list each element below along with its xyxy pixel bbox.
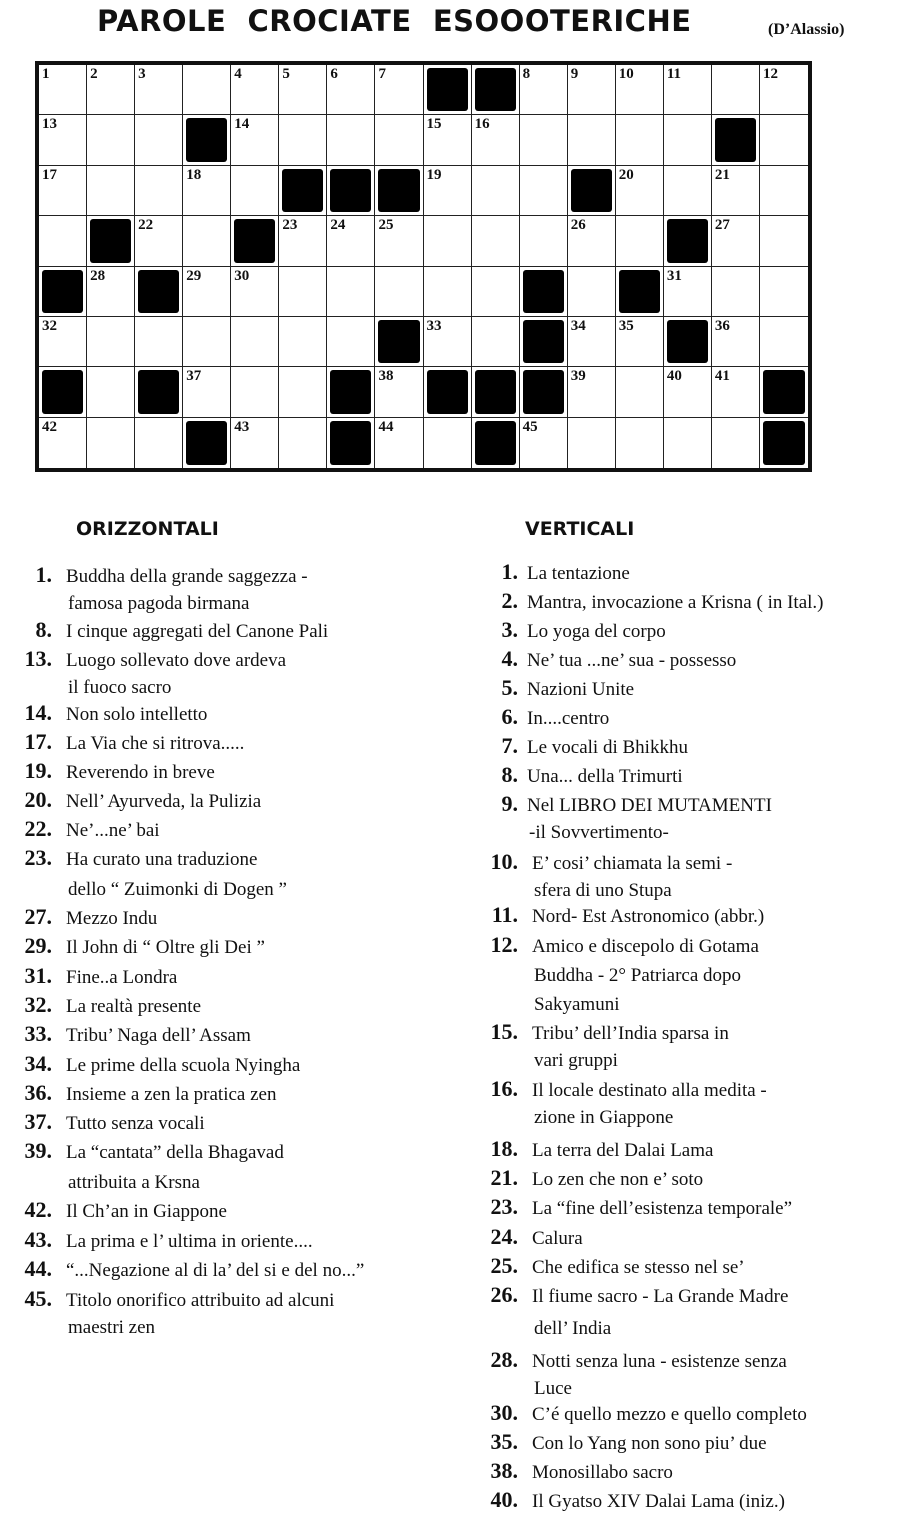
cell-number: 39 (570, 368, 586, 385)
grid-cell[interactable] (568, 65, 616, 115)
cell-number: 45 (522, 418, 538, 435)
clue-number: 34. (24, 1051, 52, 1076)
grid-cell[interactable] (231, 166, 279, 216)
grid-cell[interactable] (712, 367, 760, 417)
cell-number: 21 (714, 166, 730, 183)
clue-text: Tribu’ dell’India sparsa in (532, 1023, 729, 1044)
clue-text: Il John di “ Oltre gli Dei ” (66, 937, 265, 958)
grid-cell[interactable] (568, 367, 616, 417)
clue-number: 21. (490, 1165, 518, 1190)
grid-cell[interactable] (327, 267, 375, 317)
grid-cell[interactable] (279, 367, 327, 417)
clue-text: I cinque aggregati del Canone Pali (66, 621, 329, 642)
clue-number: 15. (490, 1019, 518, 1044)
grid-cell[interactable] (231, 418, 279, 468)
clue-number: 23. (490, 1194, 518, 1219)
clue-text: La tentazione (527, 563, 630, 584)
grid-cell[interactable] (327, 216, 375, 266)
clue-text: Lo zen che non e’ soto (532, 1169, 704, 1190)
clue-number: 19. (24, 758, 52, 783)
clue-text: Reverendo in breve (66, 762, 215, 783)
clue-text: Con lo Yang non sono piu’ due (532, 1433, 767, 1454)
clue-number: 23. (24, 845, 52, 870)
grid-cell-black (39, 267, 87, 317)
grid-cell[interactable] (327, 65, 375, 115)
clue-text: Fine..a Londra (66, 967, 178, 988)
grid-cell-black (375, 166, 423, 216)
cell-number: 32 (42, 317, 57, 334)
cell-number: 17 (42, 166, 57, 183)
grid-cell[interactable] (616, 115, 664, 165)
grid-cell-black (327, 367, 375, 417)
grid-cell-black (472, 367, 520, 417)
clue-number: 13. (24, 646, 52, 671)
grid-cell-black (664, 317, 712, 367)
grid-cell-black (712, 115, 760, 165)
grid-cell[interactable] (616, 65, 664, 115)
cell-number: 23 (282, 217, 298, 234)
grid-cell[interactable] (664, 166, 712, 216)
grid-cell[interactable] (231, 317, 279, 367)
clue-text: La Via che si ritrova..... (66, 733, 245, 754)
grid-cell-black (327, 166, 375, 216)
cell-number: 30 (234, 267, 250, 284)
clue-text: Nazioni Unite (527, 679, 635, 700)
grid-cell[interactable] (375, 216, 423, 266)
clue-text: Le vocali di Bhikkhu (527, 737, 688, 758)
grid-cell-black (760, 367, 808, 417)
clue-text: Ha curato una traduzione (66, 849, 258, 870)
clue-text: Luogo sollevato dove ardeva (66, 650, 287, 671)
grid-cell[interactable] (279, 418, 327, 468)
clue-number: 3. (501, 617, 518, 642)
grid-cell[interactable] (375, 418, 423, 468)
cell-number: 5 (282, 66, 290, 82)
cell-number: 12 (762, 66, 778, 82)
clue-text: “...Negazione al di la’ del si e del no...” (66, 1260, 365, 1281)
grid-cell[interactable] (520, 216, 568, 266)
grid-cell[interactable] (424, 418, 472, 468)
clue-text: Che edifica se stesso nel se’ (532, 1257, 745, 1278)
cell-number: 27 (714, 217, 730, 234)
cell-number: 22 (138, 217, 154, 234)
grid-cell[interactable] (231, 65, 279, 115)
clue-number: 6. (501, 704, 518, 729)
grid-cell-black (520, 367, 568, 417)
clue-text: Nord- Est Astronomico (abbr.) (532, 906, 765, 927)
clue-number: 37. (24, 1109, 52, 1134)
grid-cell[interactable] (375, 367, 423, 417)
cell-number: 33 (426, 317, 442, 334)
cell-number: 43 (234, 418, 250, 435)
clue-number: 45. (24, 1286, 52, 1311)
grid-cell[interactable] (375, 115, 423, 165)
cell-number: 35 (618, 317, 634, 334)
grid-cell-black (520, 317, 568, 367)
grid-cell[interactable] (760, 317, 808, 367)
cell-number: 8 (522, 66, 531, 82)
grid-cell-black (616, 267, 664, 317)
clue-text: Nell’ Ayurveda, la Pulizia (66, 791, 262, 812)
cell-number: 38 (378, 368, 394, 385)
cell-number: 26 (570, 217, 586, 234)
clue-number: 32. (24, 992, 52, 1017)
clue-number: 43. (24, 1227, 52, 1252)
clue-number: 42. (24, 1197, 52, 1222)
grid-cell[interactable] (760, 115, 808, 165)
clue-text: C’é quello mezzo e quello completo (532, 1404, 807, 1425)
grid-cell[interactable] (183, 216, 231, 266)
clue-number: 5. (501, 675, 518, 700)
grid-cell[interactable] (712, 166, 760, 216)
grid-cell[interactable] (712, 317, 760, 367)
cell-number: 31 (666, 267, 682, 284)
clue-number: 1. (35, 562, 52, 587)
clue-number: 11. (491, 902, 518, 927)
grid-cell[interactable] (616, 317, 664, 367)
clue-text: dell’ India (534, 1318, 612, 1339)
puzzle-author: (D’Alassio) (768, 21, 845, 38)
clue-number: 25. (490, 1253, 518, 1278)
clue-number: 36. (24, 1080, 52, 1105)
clue-number: 20. (24, 787, 52, 812)
grid-cell[interactable] (424, 317, 472, 367)
clue-text: Una... della Trimurti (527, 766, 683, 787)
clue-text: Il locale destinato alla medita - (532, 1080, 767, 1101)
grid-cell[interactable] (616, 216, 664, 266)
grid-cell[interactable] (39, 317, 87, 367)
clue-number: 22. (24, 816, 52, 841)
clue-text: Il Ch’an in Giappone (66, 1201, 227, 1222)
clue-text: Nel LIBRO DEI MUTAMENTI (527, 795, 772, 816)
cell-number: 15 (426, 116, 442, 133)
grid-cell-black (279, 166, 327, 216)
cell-number: 2 (90, 66, 98, 82)
grid-cell[interactable] (568, 317, 616, 367)
clue-text: vari gruppi (534, 1050, 618, 1071)
grid-cell[interactable] (279, 267, 327, 317)
cell-number: 25 (378, 217, 394, 234)
clue-text: Notti senza luna - esistenze senza (532, 1351, 787, 1372)
clue-text: famosa pagoda birmana (68, 593, 250, 614)
grid-cell[interactable] (616, 166, 664, 216)
clue-text: attribuita a Krsna (68, 1172, 200, 1193)
clue-number: 27. (24, 904, 52, 929)
grid-cell[interactable] (135, 216, 183, 266)
cell-number: 40 (666, 368, 682, 385)
grid-cell-black (183, 418, 231, 468)
clue-text: dello “ Zuimonki di Dogen ” (68, 879, 287, 900)
clue-number: 38. (490, 1458, 518, 1483)
cell-number: 16 (474, 116, 490, 133)
grid-cell[interactable] (520, 418, 568, 468)
clue-number: 30. (490, 1400, 518, 1425)
grid-cell[interactable] (424, 115, 472, 165)
clue-number: 4. (501, 646, 518, 671)
grid-cell[interactable] (568, 115, 616, 165)
grid-cell[interactable] (616, 418, 664, 468)
clue-text: Buddha - 2° Patriarca dopo (534, 965, 742, 986)
clue-text: Tribu’ Naga dell’ Assam (66, 1025, 251, 1046)
clue-number: 44. (24, 1256, 52, 1281)
clue-number: 24. (490, 1224, 518, 1249)
clue-text: La “cantata” della Bhagavad (66, 1142, 284, 1163)
grid-cell[interactable] (520, 115, 568, 165)
grid-cell[interactable] (279, 65, 327, 115)
grid-cell[interactable] (375, 65, 423, 115)
grid-cell[interactable] (568, 216, 616, 266)
clue-text: Calura (532, 1228, 583, 1249)
grid-cell[interactable] (327, 317, 375, 367)
grid-cell[interactable] (664, 418, 712, 468)
cell-number: 10 (618, 66, 634, 82)
clue-number: 14. (24, 700, 52, 725)
grid-cell[interactable] (135, 65, 183, 115)
clue-text: La terra del Dalai Lama (532, 1140, 714, 1161)
clue-text: La “fine dell’esistenza temporale” (532, 1198, 793, 1219)
clue-text: Monosillabo sacro (532, 1462, 673, 1483)
grid-cell[interactable] (39, 418, 87, 468)
clue-number: 1. (501, 559, 518, 584)
grid-cell[interactable] (520, 65, 568, 115)
clue-number: 33. (24, 1021, 52, 1046)
grid-cell[interactable] (279, 317, 327, 367)
grid-cell[interactable] (760, 166, 808, 216)
grid-cell[interactable] (424, 166, 472, 216)
clue-text: Il fiume sacro - La Grande Madre (532, 1286, 789, 1307)
grid-cell[interactable] (712, 65, 760, 115)
grid-cell[interactable] (664, 65, 712, 115)
clue-number: 16. (490, 1076, 518, 1101)
clue-text: Tutto senza vocali (66, 1113, 205, 1134)
cell-number: 37 (186, 368, 202, 385)
cell-number: 13 (42, 116, 57, 133)
cell-number: 1 (42, 66, 50, 82)
cell-number: 24 (330, 217, 346, 234)
clue-text: Sakyamuni (534, 994, 620, 1015)
cell-number: 42 (42, 418, 57, 435)
grid-cell[interactable] (327, 115, 375, 165)
clue-text: Il Gyatso XIV Dalai Lama (iniz.) (532, 1491, 785, 1512)
grid-cell[interactable] (424, 267, 472, 317)
grid-cell-black (327, 418, 375, 468)
grid-cell[interactable] (183, 317, 231, 367)
grid-cell-black (87, 216, 135, 266)
grid-cell-black (520, 267, 568, 317)
clue-number: 12. (490, 932, 518, 957)
grid-cell[interactable] (760, 267, 808, 317)
grid-cell[interactable] (472, 166, 520, 216)
grid-cell-black (568, 166, 616, 216)
clue-text: zione in Giappone (534, 1107, 674, 1128)
grid-cell[interactable] (712, 216, 760, 266)
grid-cell[interactable] (183, 367, 231, 417)
cell-number: 19 (426, 166, 442, 183)
clue-text: Amico e discepolo di Gotama (532, 936, 759, 957)
clue-text: Le prime della scuola Nyingha (66, 1055, 301, 1076)
clue-text: maestri zen (68, 1317, 156, 1338)
grid-cell[interactable] (183, 166, 231, 216)
grid-cell[interactable] (279, 115, 327, 165)
grid-cell-black (760, 418, 808, 468)
grid-cell[interactable] (568, 418, 616, 468)
grid-cell-black (375, 317, 423, 367)
grid-cell[interactable] (39, 216, 87, 266)
grid-cell-black (472, 418, 520, 468)
clue-number: 17. (24, 729, 52, 754)
clue-number: 2. (501, 588, 518, 613)
cell-number: 6 (330, 66, 338, 82)
clue-text: La prima e l’ ultima in oriente.... (66, 1231, 313, 1252)
clue-text: Ne’...ne’ bai (66, 820, 160, 841)
grid-cell[interactable] (87, 367, 135, 417)
grid-cell-black (135, 267, 183, 317)
clue-number: 29. (24, 933, 52, 958)
grid-cell[interactable] (87, 418, 135, 468)
clue-number: 39. (24, 1138, 52, 1163)
cell-number: 28 (90, 267, 106, 284)
grid-cell-black (472, 65, 520, 115)
clue-text: La realtà presente (66, 996, 202, 1017)
clue-text: Ne’ tua ...ne’ sua - possesso (527, 650, 737, 671)
cell-number: 29 (186, 267, 202, 284)
cell-number: 41 (714, 368, 730, 385)
clue-number: 40. (490, 1487, 518, 1512)
grid-cell-black (135, 367, 183, 417)
grid-cell[interactable] (375, 267, 423, 317)
cell-number: 7 (378, 66, 386, 82)
clue-number: 7. (501, 733, 518, 758)
grid-cell[interactable] (664, 115, 712, 165)
clue-text: -il Sovvertimento- (529, 822, 669, 843)
crossword-grid (35, 61, 812, 472)
grid-cell-black (664, 216, 712, 266)
grid-cell[interactable] (87, 166, 135, 216)
grid-cell[interactable] (472, 115, 520, 165)
across-heading: ORIZZONTALI (76, 518, 219, 540)
grid-cell[interactable] (231, 267, 279, 317)
down-heading: VERTICALI (525, 518, 635, 540)
grid-cell[interactable] (135, 317, 183, 367)
cell-number: 44 (378, 418, 394, 435)
clue-text: Insieme a zen la pratica zen (66, 1084, 277, 1105)
grid-cell[interactable] (87, 115, 135, 165)
clue-number: 26. (490, 1282, 518, 1307)
grid-cell[interactable] (520, 166, 568, 216)
clue-number: 8. (35, 617, 52, 642)
grid-cell[interactable] (135, 166, 183, 216)
cell-number: 9 (570, 66, 579, 82)
grid-cell[interactable] (39, 115, 87, 165)
cell-number: 4 (234, 66, 242, 82)
cell-number: 3 (138, 66, 146, 82)
clue-number: 10. (490, 849, 518, 874)
clue-text: In....centro (527, 708, 610, 729)
clue-text: Luce (534, 1378, 572, 1399)
grid-cell[interactable] (472, 317, 520, 367)
clue-number: 8. (501, 762, 518, 787)
clue-text: il fuoco sacro (68, 677, 172, 698)
clue-text: Buddha della grande saggezza - (66, 566, 308, 587)
puzzle-title: PAROLE CROCIATE ESOOOTERICHE (97, 4, 692, 38)
grid-cell[interactable] (472, 216, 520, 266)
grid-cell[interactable] (712, 267, 760, 317)
grid-cell-black (424, 65, 472, 115)
grid-cell[interactable] (87, 65, 135, 115)
clue-text: Non solo intelletto (66, 704, 208, 725)
clue-text: Lo yoga del corpo (527, 621, 666, 642)
clue-text: sfera di uno Stupa (534, 880, 672, 901)
cell-number: 36 (714, 317, 730, 334)
grid-cell[interactable] (664, 367, 712, 417)
clue-number: 9. (501, 791, 518, 816)
grid-cell-black (39, 367, 87, 417)
grid-cell[interactable] (760, 216, 808, 266)
grid-cell[interactable] (568, 267, 616, 317)
grid-cell-black (424, 367, 472, 417)
cell-number: 14 (234, 116, 250, 133)
cell-number: 11 (666, 66, 681, 82)
grid-cell[interactable] (424, 216, 472, 266)
grid-cell[interactable] (39, 65, 87, 115)
clue-text: Titolo onorifico attribuito ad alcuni (66, 1290, 335, 1311)
grid-cell[interactable] (664, 267, 712, 317)
clue-text: E’ cosi’ chiamata la semi - (532, 853, 733, 874)
clue-text: Mantra, invocazione a Krisna ( in Ital.) (527, 592, 824, 613)
grid-cell[interactable] (279, 216, 327, 266)
cell-number: 20 (618, 166, 634, 183)
grid-cell[interactable] (183, 267, 231, 317)
grid-cell[interactable] (135, 115, 183, 165)
clue-number: 28. (490, 1347, 518, 1372)
grid-cell[interactable] (472, 267, 520, 317)
grid-cell[interactable] (183, 65, 231, 115)
grid-cell[interactable] (87, 317, 135, 367)
grid-cell[interactable] (87, 267, 135, 317)
grid-cell[interactable] (760, 65, 808, 115)
grid-cell-black (183, 115, 231, 165)
grid-cell[interactable] (616, 367, 664, 417)
clue-number: 31. (24, 963, 52, 988)
grid-cell[interactable] (39, 166, 87, 216)
grid-cell-black (231, 216, 279, 266)
clue-number: 35. (490, 1429, 518, 1454)
grid-cell[interactable] (135, 418, 183, 468)
grid-cell[interactable] (712, 418, 760, 468)
grid-cell[interactable] (231, 367, 279, 417)
cell-number: 18 (186, 166, 202, 183)
clue-number: 18. (490, 1136, 518, 1161)
clue-text: Mezzo Indu (66, 908, 158, 929)
cell-number: 34 (570, 317, 586, 334)
grid-cell[interactable] (231, 115, 279, 165)
